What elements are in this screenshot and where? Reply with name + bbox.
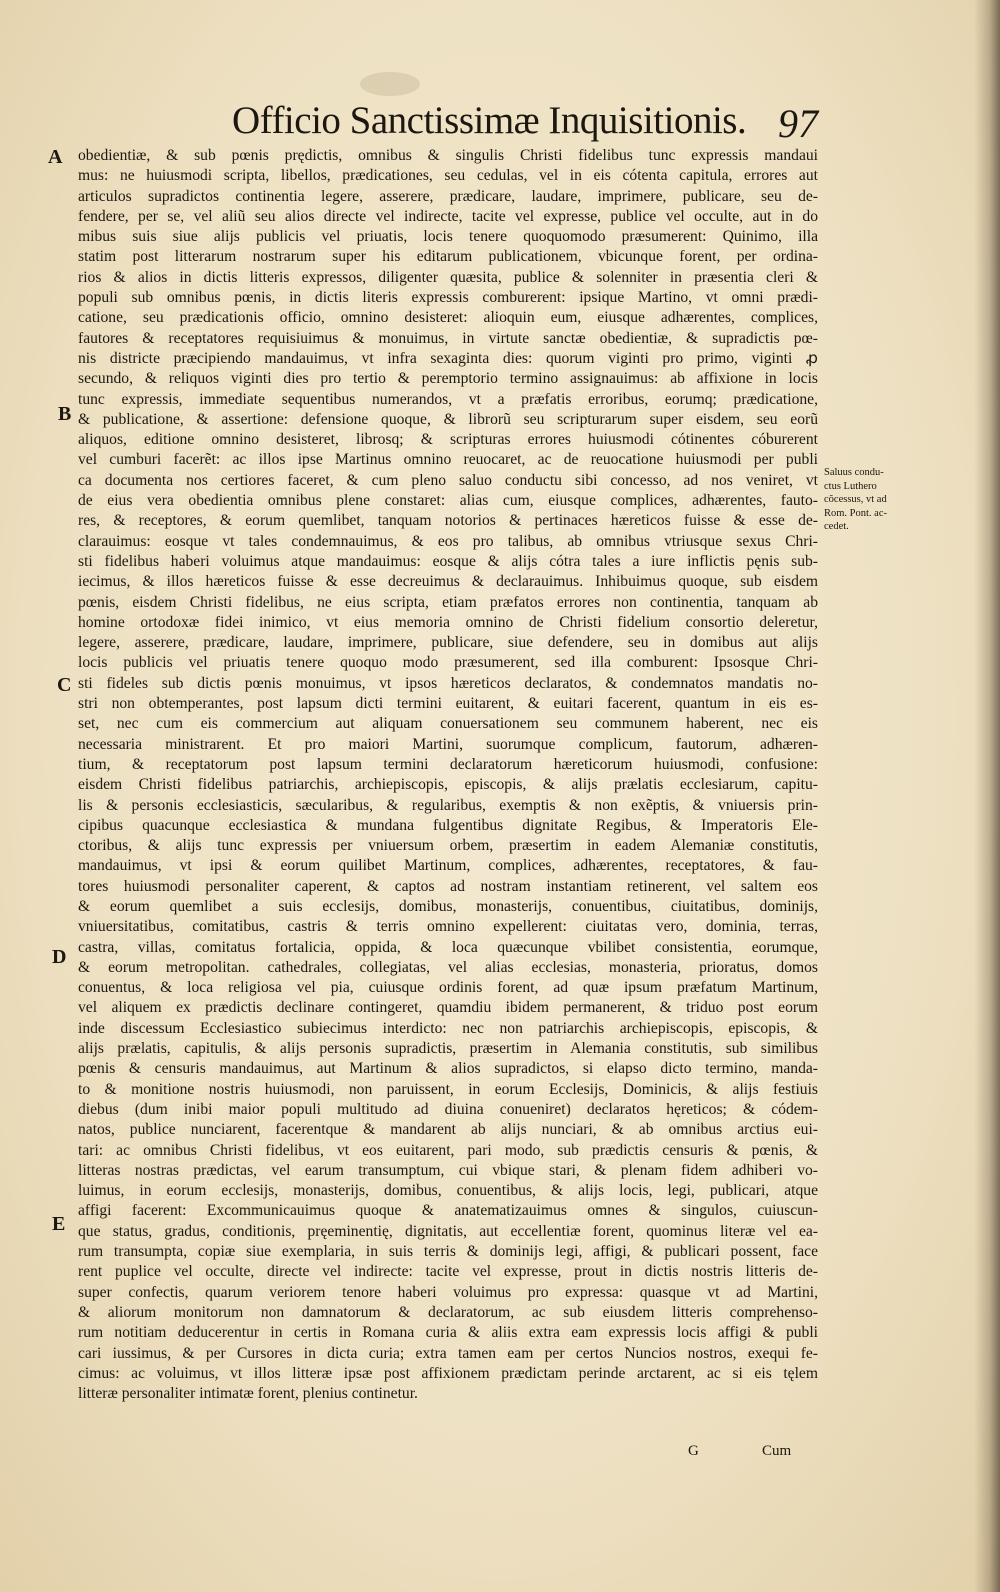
- text-line: ctoribus, & alijs tunc expressis per vniuersum orbem, præsertim in eadem Alemaniæ constitutis,: [78, 837, 818, 855]
- text-line: obedientiæ, & sub pœnis prędictis, omnibus & singulis Christi fidelibus tunc expressis mandaui: [78, 147, 818, 164]
- text-line: catione, seu prædicationis officio, omnino desisteret: alioquin eum, eiusque adhærentes, complices,: [78, 309, 818, 327]
- text-line: mandauimus, vt ipsi & eorum quilibet Martinum, complices, adhærentes, receptatores, & fau-: [78, 857, 818, 875]
- text-line: eisdem Christi fidelibus patriarchis, archiepiscopis, episcopis, & alijs prælatis ecclesiarum, capitu-: [78, 776, 818, 794]
- text-line: super confectis, quarum veriorem tenore haberi voluimus pro expressa: quasque vt ad Martini,: [78, 1283, 818, 1301]
- text-line: inde discessum Ecclesiastico subiecimus interdicto: nec non patriarchis archiepiscopis, episcopis, &: [78, 1019, 818, 1037]
- text-line: legere, asserere, prædicare, laudare, imprimere, publicare, siue defendere, seu in domibus aut alijs: [78, 634, 818, 652]
- text-line: castra, villas, comitatus fortalicia, oppida, & loca quæcunque vbilibet consistentia, eorumque,: [78, 938, 818, 956]
- text-line: que status, gradus, conditionis, pręeminentię, dignitatis, aut eccellentiæ forent, quominus literæ vel ea-: [78, 1222, 818, 1240]
- text-line: fendere, per se, vel aliũ seu alios directe vel indirecte, tacite vel expresse, publice vel occulte, aut in do: [78, 207, 818, 225]
- text-line: tium, & receptatorum post lapsum termini declaratorum hæreticorum huiusmodi, confusione:: [78, 755, 818, 773]
- ink-smudge: [360, 72, 420, 96]
- text-line: secundo, & reliquos viginti dies pro tertio & peremptorio termino assignauimus: ab affixione in locis: [78, 370, 818, 388]
- page-number: 97: [778, 101, 818, 146]
- marginal-note-line: Rom. Pont. ac-: [824, 507, 887, 519]
- text-line: & eorum metropolitan. cathedrales, collegiatas, vel alias ecclesias, monasteria, prioratus, domos: [78, 958, 818, 976]
- text-line: set, nec cum eis commercium aut aliquam conuersationem seu communem haberent, nec eis: [78, 715, 818, 733]
- text-line: nis districte præcipiendo mandauimus, vt infra sexaginta dies: quorum viginti pro primo, viginti ꝓ: [78, 349, 818, 367]
- text-line: & aliorum monitorum non damnatorum & declaratorum, ac sub eiusdem litteris comprehenso-: [78, 1303, 818, 1321]
- text-line: rent puplice vel occulte, directe vel indirecte: tacite vel expresse, prout in dictis nostris litteris de-: [78, 1263, 818, 1281]
- text-line: clarauimus: eosque vt tales condemnauimus, & eos pro talibus, ab omnibus vtriusque sexus Chri-: [78, 532, 818, 550]
- text-line: diebus (dum inibi maior populi multitudo ad diuina conueniret) declaratos hęreticos; & códem-: [78, 1100, 818, 1118]
- text-line: rios & alios in dictis litteris expressos, diligenter quæsita, publice & solenniter in præsentia cleri &: [78, 268, 818, 286]
- text-line: & publicatione, & assertione: defensione quoque, & librorũ seu scripturarum super eisdem, seu eorũ: [78, 410, 818, 428]
- text-line: litteras nostras prædictas, vel earum transumptum, cui vbique stari, & plenam fidem adhiberi vo-: [78, 1161, 818, 1179]
- text-line: pœnis, eisdem Christi fidelibus, ne eius scripta, etiam præfatos errores non continentia, tanquam ab: [78, 593, 818, 611]
- text-line: alijs prælatis, capitulis, & alijs personis supradictis, præsertim in Alemania constitutis, sub similibus: [78, 1040, 818, 1058]
- section-mark-a: A: [48, 146, 63, 168]
- running-title: Officio Sanctissimæ Inquisitionis.: [232, 99, 747, 142]
- page-spine-shadow: [974, 0, 1000, 1592]
- body-text: [78, 146, 818, 1404]
- text-line: tari: ac omnibus Christi fidelibus, vt eos euitarent, pari modo, sub prædictis censuris & pœnis, &: [78, 1141, 818, 1159]
- text-line: statim post litterarum nostrarum super his editarum publicationem, vbicunque forent, per ordina-: [78, 248, 818, 266]
- text-line: conuentus, & loca religiosa vel pia, cuiusque ordinis forent, ad quæ ipsum præfatum Martinum,: [78, 979, 818, 997]
- marginal-note: [824, 466, 904, 534]
- signature-mark: G: [688, 1443, 699, 1459]
- text-line: tunc expressis, immediate sequentibus numerandos, vt a præfatis erroribus, eorumq; prædicatione,: [78, 390, 818, 408]
- text-line: mus: ne huiusmodi scripta, libellos, prædicationes, seu cedulas, vel in eis cótenta capitula, errores aut: [78, 167, 818, 185]
- text-line: litteræ personaliter intimatæ forent, plenius continetur.: [78, 1385, 418, 1403]
- text-line: iecimus, & illos hæreticos fuisse & esse decreuimus & declarauimus. Inhibuimus quoque, sub eisdem: [78, 573, 818, 591]
- text-line: tores huiusmodi personaliter caperent, & captos ad nostram instantiam retinerent, vel saltem eos: [78, 877, 818, 895]
- text-line: cimus: ac voluimus, vt illos litteræ ipsæ post affixionem prædictam perinde arctarent, ac si eis tęlem: [78, 1364, 818, 1382]
- text-line: lis & personis ecclesiasticis, sæcularibus, & regularibus, exemptis & non exẽptis, & vniuersis prin-: [78, 796, 818, 814]
- text-line: fautores & receptatores requisiuimus & monuimus, in virtute sanctæ obedientiæ, & supradictis pœ-: [78, 329, 818, 347]
- text-line: vel cumburi facerẽt: ac illos ipse Martinus omnino reuocaret, ac de reuocatione huiusmodi per publi: [78, 451, 818, 469]
- catchword: Cum: [762, 1443, 792, 1459]
- text-line: articulos supradictos continentia legere, asserere, prædicare, laudare, imprimere, publicare, seu de-: [78, 187, 818, 205]
- text-line: populi sub omnibus pœnis, in dictis literis expressis comburerent: ipsique Martino, vt omni prædi-: [78, 289, 818, 307]
- marginal-note-line: Saluus condu-: [824, 467, 884, 478]
- text-line: ca documenta nos certiores faceret, & cum pleno saluo conductu sibi concesso, ad nos veniret, vt: [78, 471, 818, 489]
- marginal-note-line: cõcessus, vt ad: [824, 494, 887, 505]
- text-line: cipibus quacunque ecclesiastica & mundana fulgentibus dignitate Regibus, & Imperatoris Ele-: [78, 816, 818, 834]
- text-line: & eorum quemlibet a suis ecclesijs, domibus, monasterijs, conuentibus, ciuitatibus, dominijs,: [78, 897, 818, 915]
- section-mark-c: C: [57, 674, 72, 696]
- marginal-note-line: ctus Luthero: [824, 480, 877, 492]
- text-line: locis publicis vel priuatis tenere quoquo modo præsumerent, sed illa comburent: Ipsosque Chri-: [78, 654, 818, 672]
- text-line: pœnis & censuris mandauimus, aut Martinum & alios supradictos, si elapso dicto termino, manda-: [78, 1060, 818, 1078]
- section-mark-e: E: [52, 1213, 66, 1235]
- text-line: necessaria ministrarent. Et pro maiori Martini, suorumque complicum, fautorum, adhæren-: [78, 735, 818, 753]
- text-line: stri non obtemperantes, post lapsum dicti termini euitarent, & euitari facerent, quantum in eis es-: [78, 695, 818, 713]
- text-line: res, & receptores, & eorum quemlibet, tanquam notorios & pertinaces hæreticos fuisse & esse de-: [78, 512, 818, 530]
- text-line: vniuersitatibus, comitatibus, castris & terris omnino expellerent: ciuitatas vero, dominia, terras,: [78, 918, 818, 936]
- section-mark-b: B: [58, 403, 72, 425]
- text-line: vel aliquem ex prædictis declinare contingeret, quamdiu ibidem permanerent, & triduo post eorum: [78, 999, 818, 1017]
- text-line: affigi facerent: Excommunicauimus quoque & anatematizauimus omnes & singulos, cuiuscun-: [78, 1202, 818, 1220]
- text-line: rum notitiam deducerentur in certis in Romana curia & aliis extra eam expressis locis affigi & publi: [78, 1324, 818, 1342]
- text-line: rum transumpta, copiæ siue exemplaria, in suis terris & dominijs legi, affigi, & publicari possent, face: [78, 1243, 818, 1261]
- text-line: de eius vera obedientia omnibus plene constaret: alias cum, eiusque complices, adhærentes, fauto-: [78, 492, 818, 510]
- text-line: sti fideles sub dictis pœnis monuimus, vt ipsos hæreticos declaratos, & condemnatos mandatis no-: [78, 674, 818, 692]
- text-line: cari iussimus, & per Cursores in dicta curia; extra tamen eam per certos Nuncios nostros, exequi fe-: [78, 1344, 818, 1362]
- text-line: sti fidelibus haberi voluimus atque mandauimus: eosque & alijs cótra tales a iure inflictis pęnis sub-: [78, 552, 818, 570]
- section-mark-d: D: [52, 946, 67, 968]
- text-line: aliquos, editione omnino desisteret, librosq; & scripturas errores huiusmodi cótinentes cóburerent: [78, 431, 818, 449]
- text-line: luimus, in eorum ecclesijs, monasterijs, domibus, conuentibus, & alijs locis, legi, publicari, atque: [78, 1182, 818, 1200]
- text-line: natos, publice nunciarent, facerentque & mandarent ab alijs nunciari, & ab omnibus arctius eui-: [78, 1121, 818, 1139]
- marginal-note-line: cedet.: [824, 521, 849, 532]
- text-line: to & monitione nostris huiusmodi, non paruissent, in eorum Ecclesijs, Dominicis, & alijs festiuis: [78, 1080, 818, 1098]
- text-line: homine ortodoxæ fidei inimico, vt eius memoria omnino de Christi fidelium consortio deleretur,: [78, 613, 818, 631]
- text-line: mibus suis siue alijs publicis vel priuatis, locis tenere quoquomodo præsumerent: Quinimo, illa: [78, 228, 818, 246]
